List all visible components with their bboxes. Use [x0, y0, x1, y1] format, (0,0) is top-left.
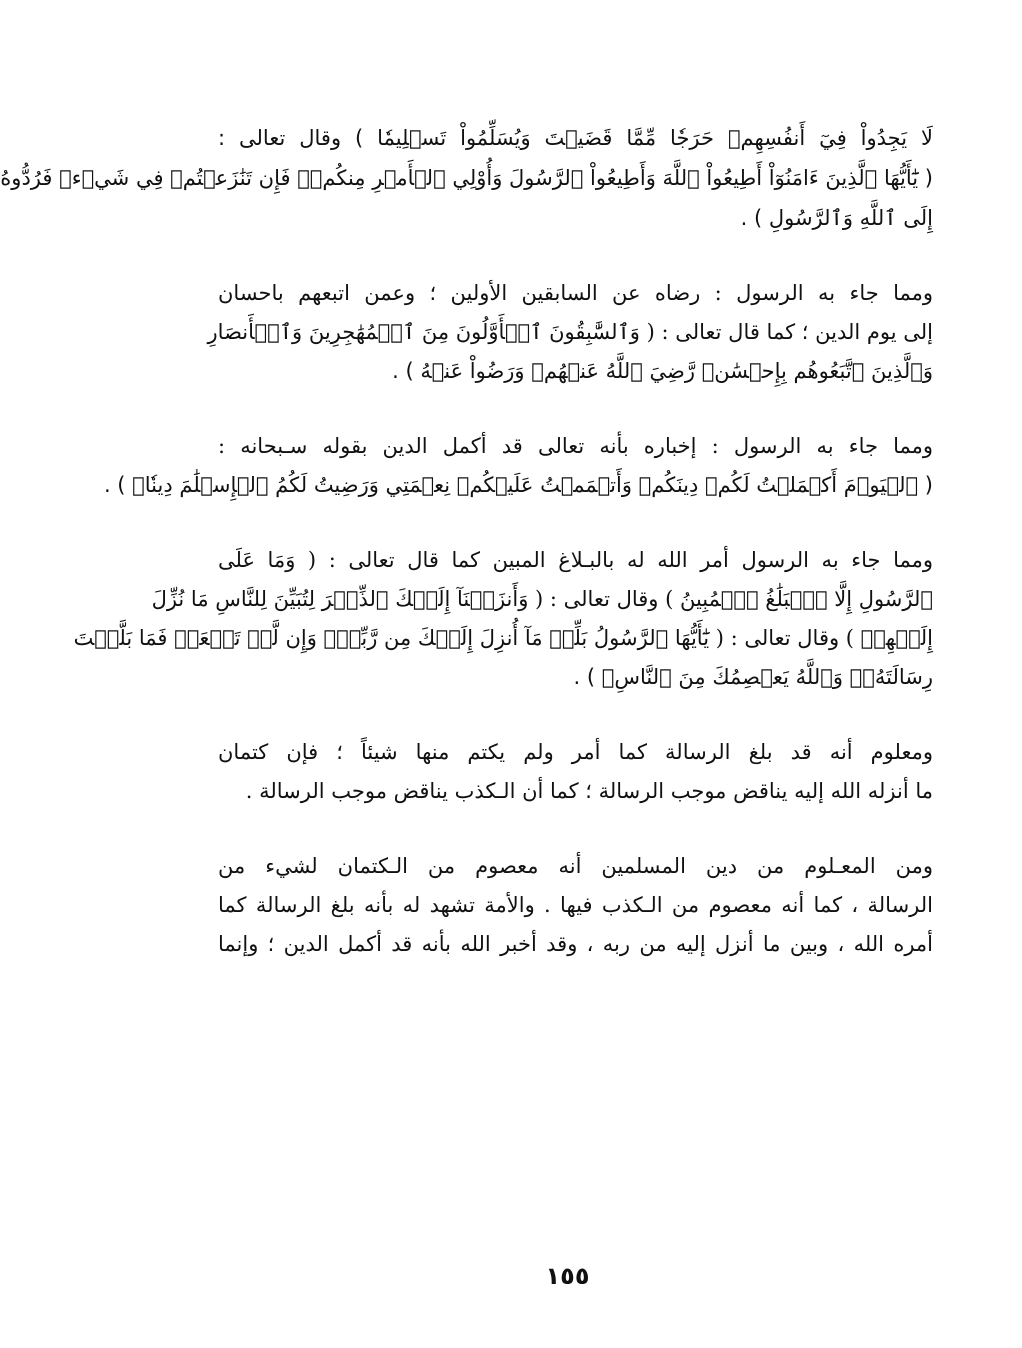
text-line: ومن المعـلوم من دين المسلمين أنه معصوم من الـكتمان لشيء من — [218, 854, 933, 878]
text-line: ومما جاء به الرسول أمر الله له بالبـلاغ المبين كما قال تعالى : ( وَمَا عَلَى — [218, 548, 933, 572]
text-line: أمره الله ، وبين ما أنزل إليه من ربه ، وقد أخبر الله بأنه قد أكمل الدين ؛ وإنما — [218, 932, 934, 956]
quran-verse-line: رِسَالَتَهُۥۚ وَٱللَّهُ يَعۡصِمُكَ مِنَ ٱلنَّاسِۗ ) . — [573, 665, 933, 689]
text-line: ومعلوم أنه قد بلغ الرسالة كما أمر ولم يكتم منها شيئاً ؛ فإن كتمان — [218, 740, 933, 764]
quran-verse-line: ( ٱلۡيَوۡمَ أَكۡمَلۡتُ لَكُمۡ دِينَكُمۡ وَأَتۡمَمۡتُ عَلَيۡكُمۡ نِعۡمَتِي وَرَضِيتُ لَكُمُ ٱلۡإِسۡلَٰمَ دِينٗاۚ ) . — [103, 473, 933, 497]
text-line: ما أنزله الله إليه يناقض موجب الرسالة ؛ كما أن الـكذب يناقض موجب الرسالة . — [245, 779, 933, 803]
page-number: ١٥٥ — [545, 1262, 590, 1290]
paragraph-3 — [103, 427, 933, 505]
quran-verse-line: وَٱلَّذِينَ ٱتَّبَعُوهُم بِإِحۡسَٰنٖ رَّضِيَ ٱللَّهُ عَنۡهُمۡ وَرَضُواْ عَنۡهُ ) . — [392, 359, 933, 383]
paragraph-2 — [207, 274, 933, 391]
page-body — [0, 118, 934, 1000]
text-line: إلى يوم الدين ؛ كما قال تعالى : ( وَٱلسَّٰبِقُونَ ٱلۡأَوَّلُونَ مِنَ ٱلۡمُهَٰجِرِينَ وَٱلۡأَنصَارِ — [207, 320, 933, 344]
paragraph-6 — [218, 847, 933, 964]
quran-verse-line: ( يَٰٓأَيُّهَا ٱلَّذِينَ ءَامَنُوٓاْ أَطِيعُواْ ٱللَّهَ وَأَطِيعُواْ ٱلرَّسُولَ وَأُوْلِي ٱلۡأَمۡرِ مِنكُمۡۖ فَإِن تَنَٰزَعۡتُمۡ فِي شَيۡءٖ فَرُدُّوهُ — [0, 166, 933, 190]
text-line: ومما جاء به الرسول : رضاه عن السابقين الأولين ؛ وعمن اتبعهم باحسان — [218, 281, 933, 305]
text-line: لَا يَجِدُواْ فِيٓ أَنفُسِهِمۡ حَرَجٗا مِّمَّا قَضَيۡتَ وَيُسَلِّمُواْ تَسۡلِيمٗا ) وقال تعالى : — [218, 126, 933, 150]
paragraph-4 — [73, 541, 933, 697]
paragraph-1 — [0, 118, 933, 238]
quran-verse-line: إِلَى ٱللَّهِ وَٱلرَّسُولِ ) . — [740, 206, 933, 230]
text-line: إِلَيۡهِمۡ ) وقال تعالى : ( يَٰٓأَيُّهَا ٱلرَّسُولُ بَلِّغۡ مَآ أُنزِلَ إِلَيۡكَ مِن رَّبِّكَۖ وَإِن لَّمۡ تَفۡعَلۡ فَمَا بَلَّغۡتَ — [73, 626, 933, 650]
text-line: ٱلرَّسُولِ إِلَّا ٱلۡبَلَٰغُ ٱلۡمُبِينُ ) وقال تعالى : ( وَأَنزَلۡنَآ إِلَيۡكَ ٱلذِّكۡرَ لِتُبَيِّنَ لِلنَّاسِ مَا نُزِّلَ — [151, 587, 933, 611]
text-line: الرسالة ، كما أنه معصوم من الـكذب فيها . والأمة تشهد له بأنه بلغ الرسالة كما — [218, 893, 933, 917]
paragraph-5 — [218, 733, 933, 811]
text-line: ومما جاء به الرسول : إخباره بأنه تعالى قد أكمل الدين بقوله سـبحانه : — [218, 434, 933, 458]
